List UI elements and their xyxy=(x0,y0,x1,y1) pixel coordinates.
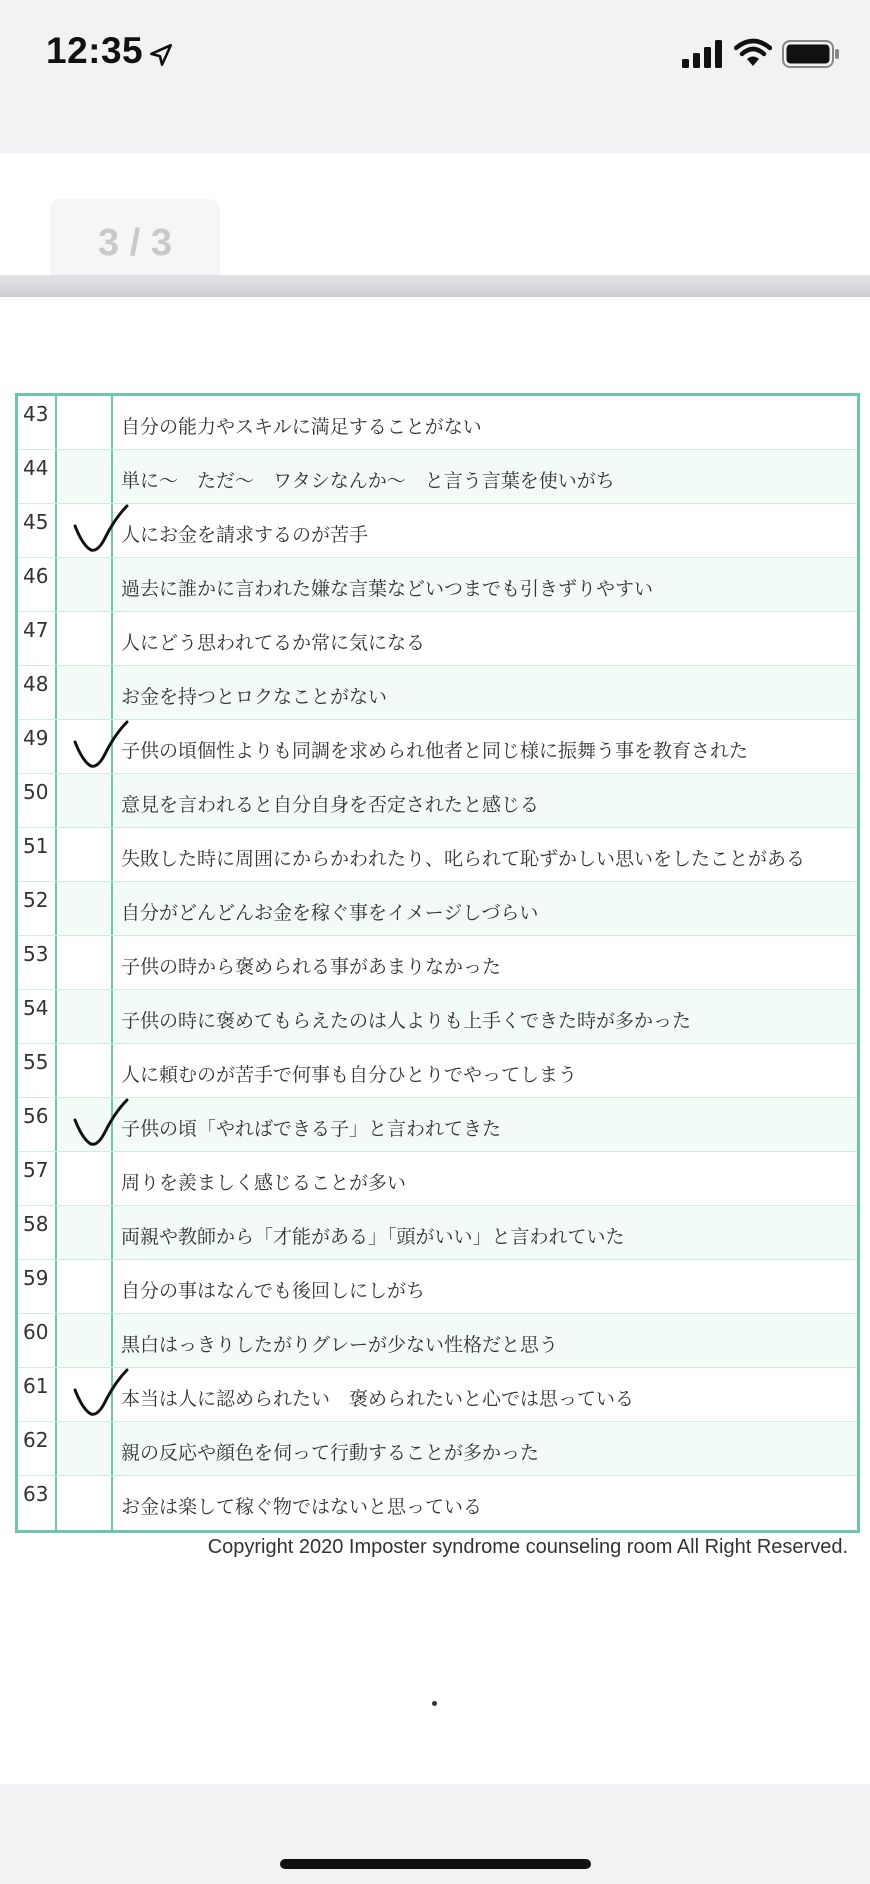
checklist-row xyxy=(18,774,857,828)
checklist-row xyxy=(18,1206,857,1260)
checklist-item-text: 過去に誰かに言われた嫌な言葉などいつまでも引きずりやすい xyxy=(113,558,857,611)
checklist-item-text: 単に〜 ただ〜 ワタシなんか〜 と言う言葉を使いがち xyxy=(113,450,857,503)
row-number: 53 xyxy=(18,936,57,989)
home-area xyxy=(0,1784,870,1884)
check-cell[interactable] xyxy=(57,396,113,449)
checklist-item-text: 意見を言われると自分自身を否定されたと感じる xyxy=(113,774,857,827)
checklist-item-text: 子供の時に褒めてもらえたのは人よりも上手くできた時が多かった xyxy=(113,990,857,1043)
checklist-item-text: 親の反応や顔色を伺って行動することが多かった xyxy=(113,1422,857,1475)
location-arrow-icon xyxy=(148,42,174,68)
status-time: 12:35 xyxy=(46,30,144,71)
checklist-item-text: 子供の頃「やればできる子」と言われてきた xyxy=(113,1098,857,1151)
checklist-item-text: 周りを羨ましく感じることが多い xyxy=(113,1152,857,1205)
row-number: 45 xyxy=(18,504,57,557)
check-cell[interactable] xyxy=(57,612,113,665)
row-number: 47 xyxy=(18,612,57,665)
row-number: 49 xyxy=(18,720,57,773)
check-cell[interactable] xyxy=(57,936,113,989)
checklist-row xyxy=(18,1260,857,1314)
check-cell[interactable] xyxy=(57,828,113,881)
document-header xyxy=(0,153,870,275)
check-cell[interactable] xyxy=(57,1368,113,1421)
row-number: 46 xyxy=(18,558,57,611)
checklist-item-text: 人にお金を請求するのが苦手 xyxy=(113,504,857,557)
check-cell[interactable] xyxy=(57,558,113,611)
row-number: 44 xyxy=(18,450,57,503)
check-cell[interactable] xyxy=(57,1314,113,1367)
check-cell[interactable] xyxy=(57,450,113,503)
checklist-row xyxy=(18,1476,857,1530)
checklist-row xyxy=(18,1152,857,1206)
checklist-row xyxy=(18,990,857,1044)
check-cell[interactable] xyxy=(57,882,113,935)
check-cell[interactable] xyxy=(57,1206,113,1259)
row-number: 60 xyxy=(18,1314,57,1367)
checklist-row xyxy=(18,1044,857,1098)
row-number: 43 xyxy=(18,396,57,449)
checklist-item-text: 自分の事はなんでも後回しにしがち xyxy=(113,1260,857,1313)
checklist-item-text: お金は楽して稼ぐ物ではないと思っている xyxy=(113,1476,857,1530)
checklist-item-text: 人にどう思われてるか常に気になる xyxy=(113,612,857,665)
cellular-signal-icon xyxy=(682,40,724,68)
row-number: 58 xyxy=(18,1206,57,1259)
row-number: 52 xyxy=(18,882,57,935)
checklist-item-text: 人に頼むのが苦手で何事も自分ひとりでやってしまう xyxy=(113,1044,857,1097)
row-number: 56 xyxy=(18,1098,57,1151)
checklist-table xyxy=(15,393,860,1533)
status-bar xyxy=(0,0,870,153)
row-number: 61 xyxy=(18,1368,57,1421)
row-number: 62 xyxy=(18,1422,57,1475)
check-cell[interactable] xyxy=(57,504,113,557)
check-cell[interactable] xyxy=(57,774,113,827)
checklist-row xyxy=(18,558,857,612)
check-cell[interactable] xyxy=(57,1098,113,1151)
checklist-row xyxy=(18,612,857,666)
check-cell[interactable] xyxy=(57,990,113,1043)
check-cell[interactable] xyxy=(57,1260,113,1313)
checklist-row xyxy=(18,936,857,990)
page-divider xyxy=(0,275,870,297)
row-number: 59 xyxy=(18,1260,57,1313)
checklist-row xyxy=(18,396,857,450)
checklist-row xyxy=(18,666,857,720)
checklist-item-text: 黒白はっきりしたがりグレーが少ない性格だと思う xyxy=(113,1314,857,1367)
checklist-item-text: 自分の能力やスキルに満足することがない xyxy=(113,396,857,449)
check-cell[interactable] xyxy=(57,1044,113,1097)
checklist-row xyxy=(18,720,857,774)
checklist-row xyxy=(18,828,857,882)
row-number: 55 xyxy=(18,1044,57,1097)
wifi-icon xyxy=(734,38,772,68)
checklist-item-text: お金を持つとロクなことがない xyxy=(113,666,857,719)
document-page[interactable] xyxy=(0,297,870,1784)
checklist-item-text: 子供の時から褒められる事があまりなかった xyxy=(113,936,857,989)
checklist-item-text: 本当は人に認められたい 褒められたいと心では思っている xyxy=(113,1368,857,1421)
battery-icon xyxy=(782,40,840,68)
row-number: 63 xyxy=(18,1476,57,1530)
page-dot xyxy=(432,1701,437,1706)
checklist-row xyxy=(18,504,857,558)
checklist-row xyxy=(18,1314,857,1368)
row-number: 51 xyxy=(18,828,57,881)
page-indicator: 3 / 3 xyxy=(50,199,220,287)
checklist-item-text: 失敗した時に周囲にからかわれたり、叱られて恥ずかしい思いをしたことがある xyxy=(113,828,857,881)
row-number: 54 xyxy=(18,990,57,1043)
check-cell[interactable] xyxy=(57,1152,113,1205)
row-number: 48 xyxy=(18,666,57,719)
check-cell[interactable] xyxy=(57,1422,113,1475)
row-number: 57 xyxy=(18,1152,57,1205)
check-cell[interactable] xyxy=(57,666,113,719)
checklist-item-text: 自分がどんどんお金を稼ぐ事をイメージしづらい xyxy=(113,882,857,935)
check-cell[interactable] xyxy=(57,1476,113,1530)
row-number: 50 xyxy=(18,774,57,827)
checklist-row xyxy=(18,1368,857,1422)
checklist-row xyxy=(18,882,857,936)
home-indicator[interactable] xyxy=(280,1859,591,1869)
checklist-item-text: 子供の頃個性よりも同調を求められ他者と同じ様に振舞う事を教育された xyxy=(113,720,857,773)
checklist-row xyxy=(18,450,857,504)
checklist-row xyxy=(18,1098,857,1152)
checklist-row xyxy=(18,1422,857,1476)
copyright-text: Copyright 2020 Imposter syndrome counseling room All Right Reserved. xyxy=(207,1536,848,1558)
check-cell[interactable] xyxy=(57,720,113,773)
checklist-item-text: 両親や教師から「才能がある」「頭がいい」と言われていた xyxy=(113,1206,857,1259)
